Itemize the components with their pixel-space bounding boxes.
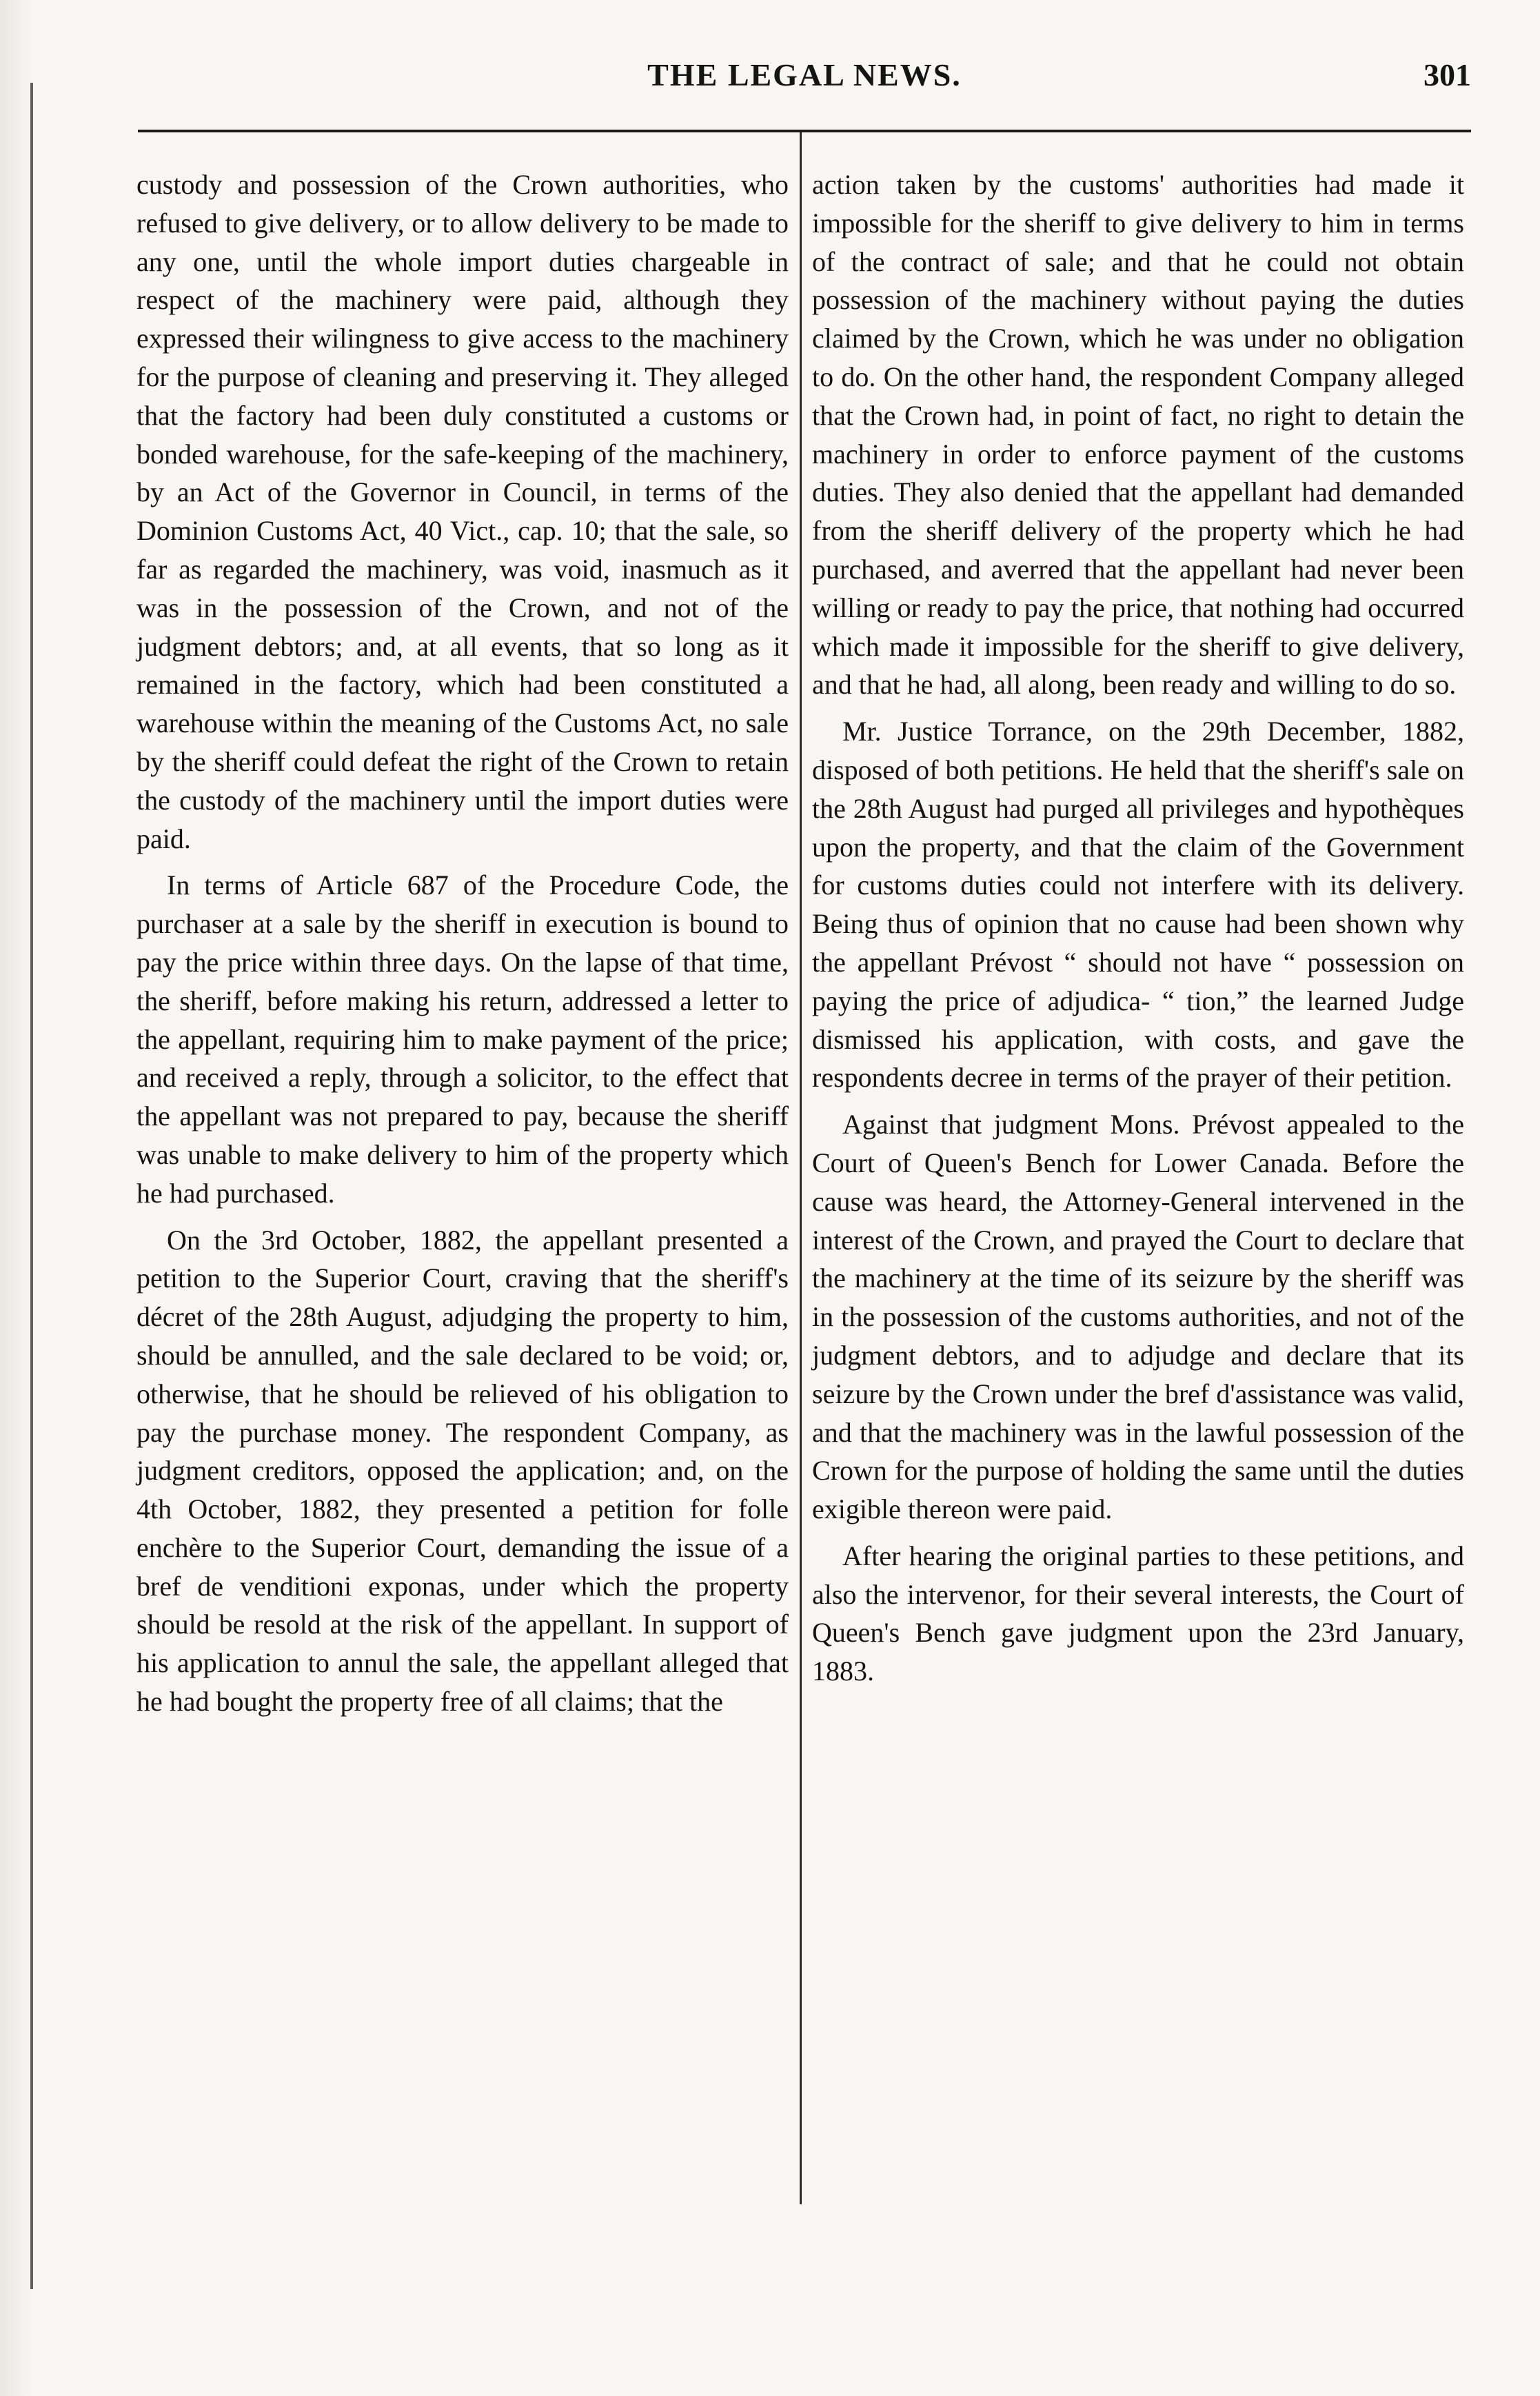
- paragraph: Against that judgment Mons. Prévost appealed to the Court of Queen's Bench for Lower Canada. Before the cause was heard, the Attorney-General intervened in the interest of the Crown, and prayed the Court to declare that the machinery at the time of its seizure by the sheriff was in the possession of the customs authorities, and not of the judgment debtors, and to adjudge and declare that its seizure by the Crown under the bref d'assistance was valid, and that the machinery was in the lawful possession of the Crown for the purpose of holding the same until the duties exigible thereon were paid.: [812, 1109, 1464, 1525]
- paragraph: custody and possession of the Crown authorities, who refused to give delivery, or to allow delivery to be made to any one, until the whole import duties chargeable in respect of the machinery were paid, although they expressed their wilingness to give access to the machinery for the purpose of cleaning and preserving it. They alleged that the factory had been duly constituted a customs or bonded warehouse, for the safe-keeping of the machinery, by an Act of the Governor in Council, in terms of the Dominion Customs Act, 40 Vict., cap. 10; that the sale, so far as regarded the machinery, was void, inasmuch as it was in the possession of the Crown, and not of the judgment debtors; and, at all events, that so long as it remained in the factory, which had been constituted a warehouse within the meaning of the Customs Act, no sale by the sheriff could defeat the right of the Crown to retain the custody of the machinery until the import duties were paid.: [136, 169, 789, 854]
- header-rule: [138, 130, 1471, 132]
- paragraph: In terms of Article 687 of the Procedure Code, the purchaser at a sale by the sheriff in execution is bound to pay the price within three days. On the lapse of that time, the sheriff, before making his return, addressed a letter to the appellant, requiring him to make payment of the price; and received a reply, through a solicitor, to the effect that the appellant was not prepared to pay, because the sheriff was unable to make delivery to him of the property which he had purchased.: [136, 869, 789, 1209]
- left-column: [136, 165, 789, 1729]
- page-header: [138, 57, 1471, 112]
- paragraph: Mr. Justice Torrance, on the 29th December, 1882, disposed of both petitions. He held that the sheriff's sale on the 28th August had purged all privileges and hypothèques upon the property, and that the claim of the Government for customs duties could not interfere with its delivery. Being thus of opinion that no cause had been shown why the appellant Prévost “ should not have “ possession on paying the price of adjudica- “ tion,” the learned Judge dismissed his application, with costs, and gave the respondents decree in terms of the prayer of their petition.: [812, 716, 1464, 1094]
- page-number: 301: [1424, 57, 1471, 92]
- paragraph: After hearing the original parties to these petitions, and also the intervenor, for their several interests, the Court of Queen's Bench gave judgment upon the 23rd January, 1883.: [812, 1540, 1464, 1687]
- column-divider: [800, 132, 802, 2204]
- right-column: [812, 165, 1464, 1699]
- running-title: THE LEGAL NEWS.: [647, 57, 962, 92]
- binding-shadow-line: [30, 83, 33, 2289]
- paragraph: On the 3rd October, 1882, the appellant presented a petition to the Superior Court, craving that the sheriff's décret of the 28th August, adjudging the property to him, should be annulled, and the sale declared to be void; or, otherwise, that he should be relieved of his obligation to pay the purchase money. The respondent Company, as judgment creditors, opposed the application; and, on the 4th October, 1882, they presented a petition for folle enchère to the Superior Court, demanding the issue of a bref de venditioni exponas, under which the property should be resold at the risk of the appellant. In support of his application to annul the sale, the appellant alleged that he had bought the property free of all claims; that the: [136, 1224, 789, 1718]
- page-binding-edge: [0, 0, 32, 2396]
- paragraph: action taken by the customs' authorities had made it impossible for the sheriff to give delivery to him in terms of the contract of sale; and that he could not obtain possession of the machinery without paying the duties claimed by the Crown, which he was under no obligation to do. On the other hand, the respondent Company alleged that the Crown had, in point of fact, no right to detain the machinery in order to enforce payment of the customs duties. They also denied that the appellant had demanded from the sheriff delivery of the property which he had purchased, and averred that the appellant had never been willing or ready to pay the price, that nothing had occurred which made it impossible for the sheriff to give delivery, and that he had, all along, been ready and willing to do so.: [812, 169, 1464, 701]
